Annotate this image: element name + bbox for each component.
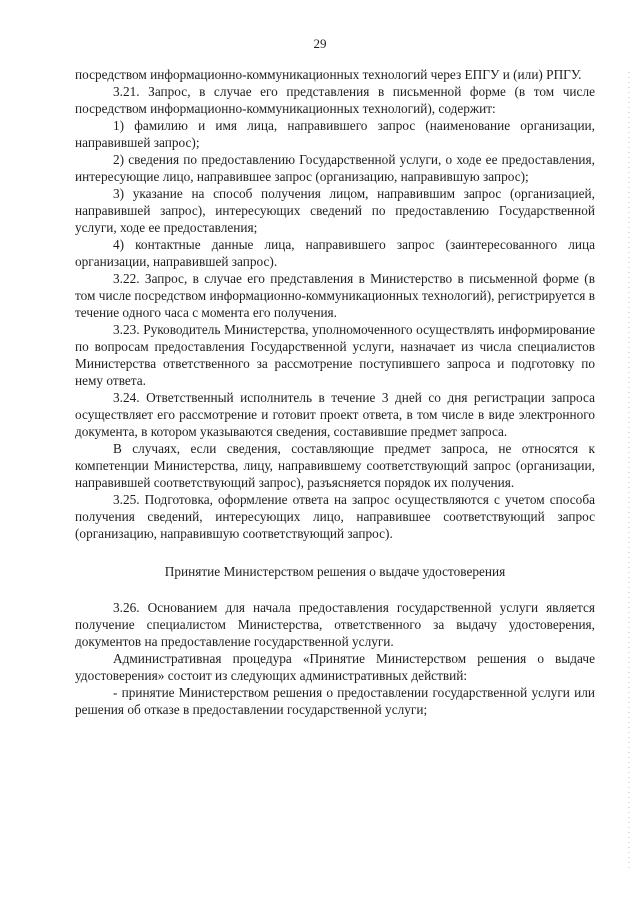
paragraph: 3.25. Подготовка, оформление ответа на запрос осуществляются с учетом способа получения сведений, интересующих лицо, направившее соответствующий запрос (организацию, направившую соответствующий запрос). (75, 492, 595, 541)
paragraph: Административная процедура «Принятие Министерством решения о выдаче удостоверения» состоит из следующих административных действий: (75, 651, 595, 683)
paragraph: В случаях, если сведения, составляющие предмет запроса, не относятся к компетенции Министерства, лицу, направившему соответствующий запрос (организации, направившей соответствующий запрос), разъясняется порядок их получения. (75, 441, 595, 490)
paragraph: 3.26. Основанием для начала предоставления государственной услуги является получение специалистом Министерства, ответственного за выдачу удостоверения, документов на предоставление государственной услуги. (75, 600, 595, 649)
list-item: 1) фамилию и имя лица, направившего запрос (наименование организации, направившей запрос); (75, 118, 595, 150)
page-number: 29 (313, 36, 327, 51)
paragraph: 3.21. Запрос, в случае его представления в письменной форме (в том числе посредством информационно-коммуникационных технологий), содержит: (75, 84, 595, 116)
list-item: 3) указание на способ получения лицом, направившим запрос (организацией, направившей запрос), интересующих сведений по предоставлению Государственной услуги, ходе ее предоставления; (75, 186, 595, 235)
section-heading: Принятие Министерством решения о выдаче удостоверения (164, 564, 506, 579)
paragraph: 3.23. Руководитель Министерства, уполномоченного осуществлять информирование по вопросам предоставления Государственной услуги, назначает из числа специалистов Министерства ответственного за рассмотрение поступившего запроса и подготовку по нему ответа. (75, 322, 595, 388)
list-item: 2) сведения по предоставлению Государственной услуги, о ходе ее предоставления, интересующие лицо, направившее запрос (организацию, направившую запрос); (75, 152, 595, 184)
list-item: - принятие Министерством решения о предоставлении государственной услуги или решения об отказе в предоставлении государственной услуги; (75, 685, 595, 717)
paragraph: посредством информационно-коммуникационных технологий через ЕПГУ и (или) РПГУ. (75, 67, 582, 82)
paragraph: 3.22. Запрос, в случае его представления в Министерство в письменной форме (в том числе посредством информационно-коммуникационных технологий), регистрируется в течение одного часа с момента его получения. (75, 271, 595, 320)
document-body (75, 66, 595, 718)
scan-edge-dots (628, 70, 630, 870)
paragraph: 3.24. Ответственный исполнитель в течение 3 дней со дня регистрации запроса осуществляет его рассмотрение и готовит проект ответа, в том числе в виде электронного документа, в котором указываются сведения, составившие предмет запроса. (75, 390, 595, 439)
list-item: 4) контактные данные лица, направившего запрос (заинтересованного лица организации, направившей запрос). (75, 237, 595, 269)
